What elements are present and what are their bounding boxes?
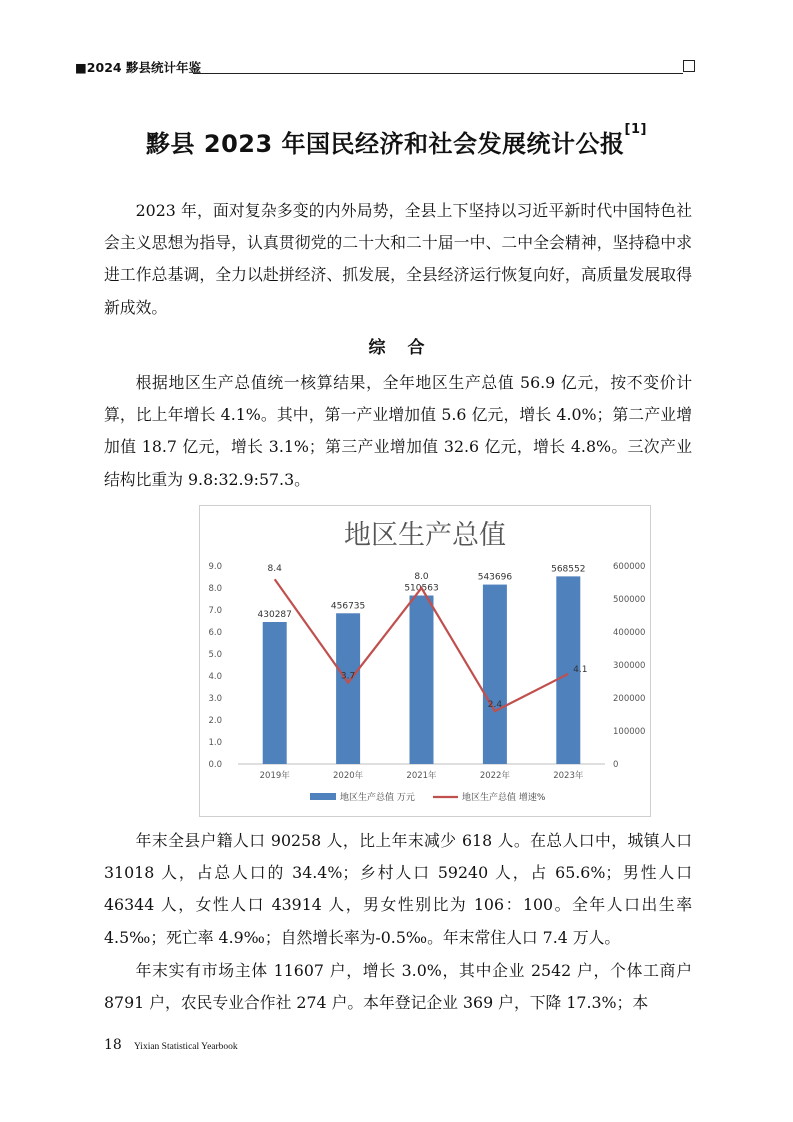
page-number: 18 <box>104 1037 122 1053</box>
chart-svg <box>200 506 650 816</box>
line-data-label: 4.1 <box>573 664 588 675</box>
footnote-mark: [1] <box>624 122 647 137</box>
y-right-tick-label: 500000 <box>613 595 646 605</box>
x-tick-label: 2022年 <box>479 771 510 781</box>
bar-data-label: 510563 <box>404 583 439 594</box>
gdp-bar <box>336 613 360 764</box>
y-right-tick-label: 300000 <box>613 661 646 671</box>
y-left-tick-label: 2.0 <box>208 716 222 726</box>
header-box-icon <box>683 60 695 72</box>
book-title: Yixian Statistical Yearbook <box>133 1042 238 1052</box>
header-rule <box>193 73 683 74</box>
title-text: 黟县 2023 年国民经济和社会发展统计公报 <box>146 130 625 158</box>
running-header <box>75 58 695 76</box>
chart-title: 地区生产总值 <box>344 520 506 551</box>
legend-bar-swatch <box>310 793 336 800</box>
header-title: ■2024 黟县统计年鉴 <box>75 60 201 75</box>
bar-data-label: 456735 <box>330 601 366 612</box>
gdp-bar <box>410 596 434 764</box>
y-right-tick-label: 0 <box>613 760 619 770</box>
y-right-tick-label: 400000 <box>613 628 646 638</box>
y-left-tick-label: 6.0 <box>208 628 222 638</box>
gdp-bar <box>483 585 507 764</box>
line-data-label: 3.7 <box>340 671 356 682</box>
line-data-label: 8.0 <box>414 572 429 582</box>
legend-line-label: 地区生产总值 增速% <box>462 793 546 803</box>
bar-data-label: 568552 <box>551 564 586 575</box>
y-left-tick-label: 0.0 <box>208 760 222 770</box>
legend-bar-label: 地区生产总值 万元 <box>340 793 415 803</box>
bar-data-label: 430287 <box>257 610 292 621</box>
population-paragraph: 年末全县户籍人口 90258 人，比上年末减少 618 人。在总人口中，城镇人口 31018 人，占总人口的 34.4%；乡村人口 59240 人，占 65.6%；男性人口 46344 人，女性人口 43914 人，男女性别比为 106：100。全年人口出生率 4.5‰；死亡率 4.9‰；自然增长率为-0.5‰。年末常住人口 7.4 万人。 <box>104 831 692 947</box>
gdp-bar <box>263 622 287 764</box>
y-left-tick-label: 5.0 <box>208 650 222 660</box>
x-tick-label: 2021年 <box>406 771 437 781</box>
y-left-tick-label: 3.0 <box>208 694 222 704</box>
page-footer <box>104 1037 238 1053</box>
x-tick-label: 2019年 <box>259 771 290 781</box>
y-left-tick-label: 9.0 <box>208 562 222 572</box>
y-right-tick-label: 100000 <box>613 727 646 737</box>
line-data-label: 2.4 <box>487 700 503 711</box>
y-right-tick-label: 600000 <box>613 562 646 572</box>
x-tick-label: 2023年 <box>553 771 584 781</box>
y-left-tick-label: 8.0 <box>208 584 222 594</box>
section-heading: 综合 <box>368 338 447 358</box>
y-right-tick-label: 200000 <box>613 694 646 704</box>
gdp-chart <box>199 505 651 817</box>
line-data-label: 8.4 <box>267 564 282 575</box>
x-tick-label: 2020年 <box>333 771 364 781</box>
gdp-paragraph: 根据地区生产总值统一核算结果，全年地区生产总值 56.9 亿元，按不变价计算，比上年增长 4.1%。其中，第一产业增加值 5.6 亿元，增长 4.0%；第二产业增加值 18.7 亿元，增长 3.1%；第三产业增加值 32.6 亿元，增长 4.8%。三次产业结构比重为 9.8:32.9:57.3。 <box>104 373 692 489</box>
intro-paragraph: 2023 年，面对复杂多变的内外局势，全县上下坚持以习近平新时代中国特色社会主义思想为指导，认真贯彻党的二十大和二十届一中、二中全会精神，坚持稳中求进工作总基调，全力以赴拼经济、抓发展，全县经济运行恢复向好，高质量发展取得新成效。 <box>104 201 692 317</box>
y-left-tick-label: 4.0 <box>208 672 222 682</box>
bar-data-label: 543696 <box>477 572 513 583</box>
document-title <box>0 124 793 159</box>
y-left-tick-label: 1.0 <box>208 738 222 748</box>
y-left-tick-label: 7.0 <box>208 606 222 616</box>
market-paragraph: 年末实有市场主体 11607 户，增长 3.0%，其中企业 2542 户，个体工商户 8791 户，农民专业合作社 274 户。本年登记企业 369 户，下降 17.3%；本 <box>104 961 692 1013</box>
